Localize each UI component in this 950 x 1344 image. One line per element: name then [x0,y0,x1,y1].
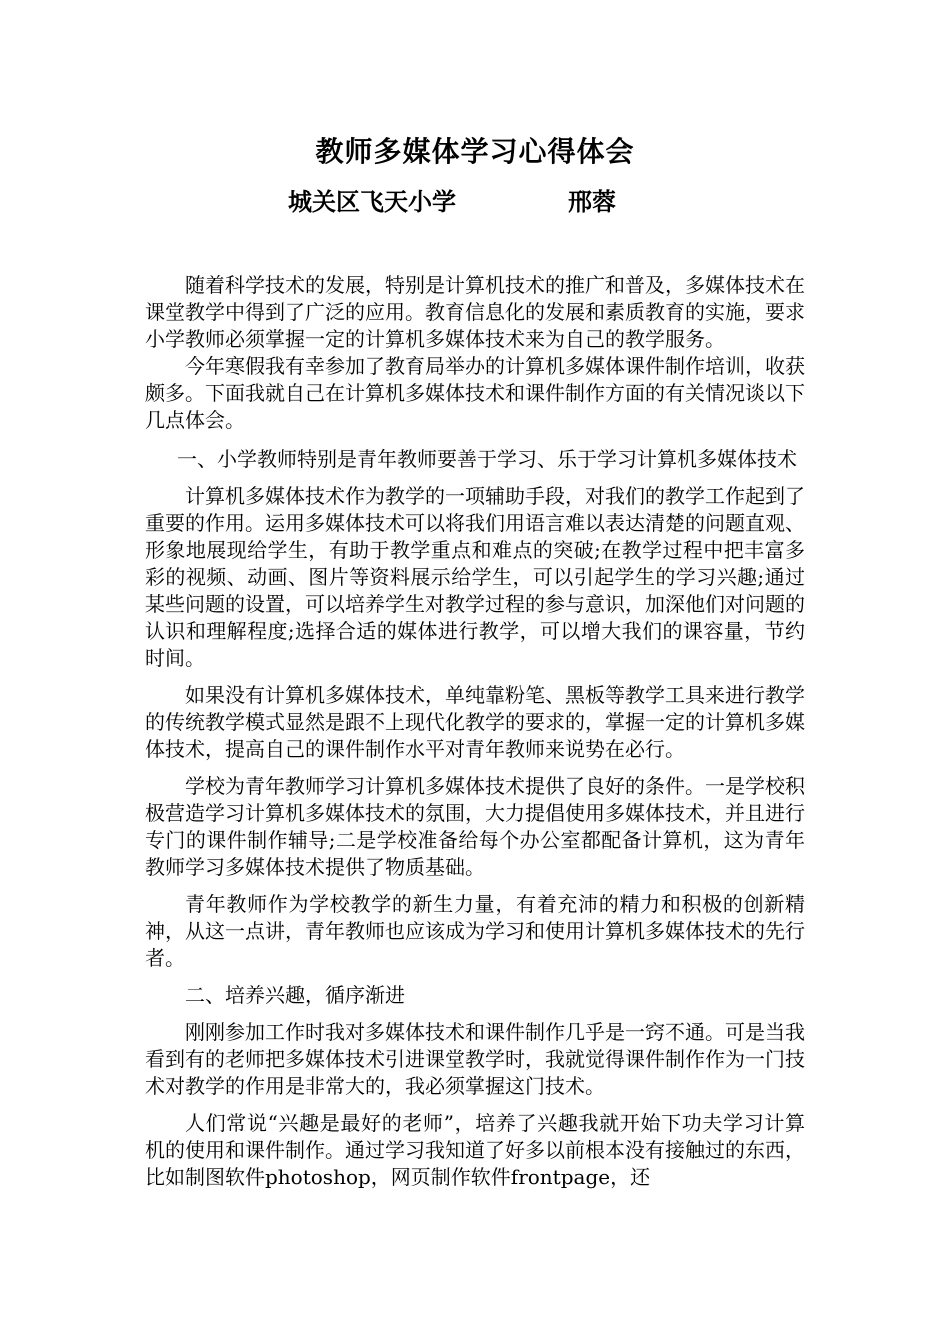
school-name: 城关区飞天小学 [288,188,456,216]
paragraph: 青年教师作为学校教学的新生力量，有着充沛的精力和积极的创新精神，从这一点讲，青年教师也应该成为学习和使用计算机多媒体技术的先行者。 [145,892,805,970]
section-heading: 二、培养兴趣，循序渐进 [185,983,405,1007]
paragraph: 刚刚参加工作时我对多媒体技术和课件制作几乎是一窍不通。可是当我看到有的老师把多媒体技术引进课堂教学时，我就觉得课件制作作为一门技术对教学的作用是非常大的，我必须掌握这门技术。 [145,1020,805,1098]
document-body [145,272,805,1191]
section-heading: 一、小学教师特别是青年教师要善于学习、乐于学习计算机多媒体技术 [177,447,797,471]
document-title: 教师多媒体学习心得体会 [315,135,635,168]
author-name: 邢蓉 [568,188,616,216]
paragraph: 随着科学技术的发展，特别是计算机技术的推广和普及，多媒体技术在课堂教学中得到了广泛的应用。教育信息化的发展和素质教育的实施，要求小学教师必须掌握一定的计算机多媒体技术来为自己的教学服务。 [145,273,805,351]
paragraph: 今年寒假我有幸参加了教育局举办的计算机多媒体课件制作培训，收获颇多。下面我就自己在计算机多媒体技术和课件制作方面的有关情况谈以下几点体会。 [145,354,805,432]
paragraph: 人们常说“兴趣是最好的老师”，培养了兴趣我就开始下功夫学习计算机的使用和课件制作。通过学习我知道了好多以前根本没有接触过的东西，比如制图软件photoshop，网页制作软件frontpage，还 [145,1111,805,1189]
paragraph: 如果没有计算机多媒体技术，单纯靠粉笔、黑板等教学工具来进行教学的传统教学模式显然是跟不上现代化教学的要求的，掌握一定的计算机多媒体技术，提高自己的课件制作水平对青年教师来说势在必行。 [145,683,805,761]
paragraph: 计算机多媒体技术作为教学的一项辅助手段，对我们的教学工作起到了重要的作用。运用多媒体技术可以将我们用语言难以表达清楚的问题直观、形象地展现给学生，有助于教学重点和难点的突破;在教学过程中把丰富多彩的视频、动画、图片等资料展示给学生，可以引起学生的学习兴趣;通过某些问题的设置，可以培养学生对教学过程的参与意识，加深他们对问题的认识和理解程度;选择合适的媒体进行教学，可以增大我们的课容量，节约时间。 [145,484,805,670]
paragraph: 学校为青年教师学习计算机多媒体技术提供了良好的条件。一是学校积极营造学习计算机多媒体技术的氛围，大力提倡使用多媒体技术，并且进行专门的课件制作辅导;二是学校准备给每个办公室都配备计算机，这为青年教师学习多媒体技术提供了物质基础。 [145,774,805,879]
